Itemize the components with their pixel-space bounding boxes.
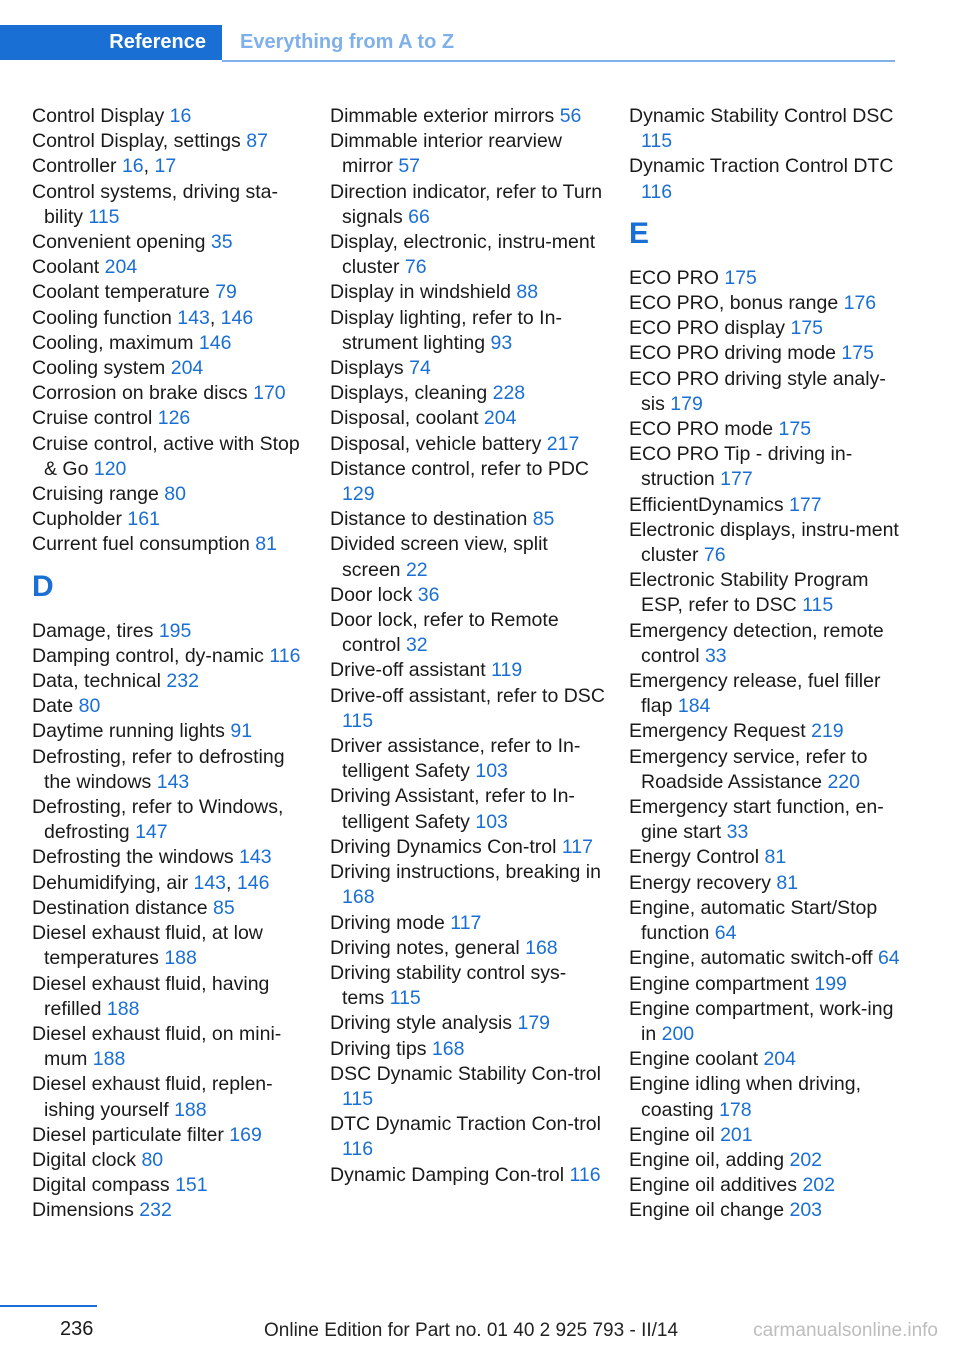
page-link[interactable]: 74	[409, 357, 431, 380]
index-entry	[629, 972, 904, 997]
index-entry	[330, 1062, 605, 1112]
page-link[interactable]: 204	[483, 407, 517, 430]
index-term: Energy recovery	[629, 871, 777, 894]
index-term: Displays	[330, 357, 410, 380]
index-entry	[32, 795, 307, 845]
index-term: ECO PRO mode	[629, 418, 779, 441]
page-link[interactable]: 204	[104, 256, 138, 279]
index-term: Coolant temperature	[32, 281, 216, 304]
index-entry	[629, 104, 904, 154]
index-term: Defrosting, refer to Windows, defrosting	[32, 796, 284, 844]
index-entry	[32, 432, 307, 482]
page-link[interactable]: 178	[719, 1098, 752, 1121]
page-link[interactable]: 87	[246, 130, 268, 153]
index-term: DTC Dynamic Traction Con‐trol	[330, 1113, 601, 1136]
page-link[interactable]: 115	[641, 130, 673, 153]
page-link[interactable]: 232	[139, 1199, 172, 1222]
index-entry	[330, 1163, 605, 1188]
index-entry	[330, 936, 605, 961]
page-link[interactable]: 220	[827, 770, 860, 793]
index-entry	[330, 306, 605, 356]
page-link[interactable]: 22	[405, 558, 428, 581]
page-link[interactable]: 76	[703, 544, 726, 567]
index-entry	[629, 417, 904, 442]
index-term: Corrosion on brake discs	[32, 382, 254, 405]
index-entry	[330, 507, 605, 532]
index-term: Defrosting the windows	[32, 846, 240, 869]
page-link[interactable]: 147	[135, 821, 168, 844]
index-entry	[32, 381, 307, 406]
page-link[interactable]: 16	[121, 155, 144, 178]
page-link[interactable]: 219	[811, 720, 844, 743]
index-entry	[32, 694, 307, 719]
index-entry	[629, 154, 904, 204]
index-entry	[330, 961, 605, 1011]
index-term: Emergency Request	[629, 720, 812, 743]
index-term: ECO PRO driving style analy‐sis	[629, 367, 886, 415]
page-link[interactable]: 117	[450, 911, 482, 934]
page-link[interactable]: 116	[269, 644, 301, 667]
page-link[interactable]: 91	[230, 720, 253, 743]
index-term: Direction indicator, refer to Turn signals	[330, 180, 603, 228]
index-term: Cruising range	[32, 483, 165, 506]
index-entry	[330, 406, 605, 431]
index-entry	[32, 532, 307, 557]
index-term: Door lock	[330, 583, 418, 606]
index-term: Displays, cleaning	[330, 382, 493, 405]
index-term: ECO PRO driving mode	[629, 342, 842, 365]
index-term: Dynamic Stability Control DSC	[629, 105, 894, 127]
page-link[interactable]: 179	[517, 1012, 551, 1035]
index-entry	[330, 684, 605, 734]
index-term: Driving notes, general	[330, 936, 526, 959]
index-entry	[32, 104, 307, 129]
page-link[interactable]: 175	[778, 418, 812, 441]
page-link[interactable]: 146	[198, 331, 232, 354]
index-entry	[330, 280, 605, 305]
page-link[interactable]: 188	[174, 1098, 207, 1121]
index-term: Driving style analysis	[330, 1012, 518, 1035]
index-term: Emergency release, fuel filler flap	[629, 670, 881, 718]
page-link[interactable]: 202	[802, 1174, 835, 1197]
index-term: Display, electronic, instru‐ment cluster	[330, 231, 596, 279]
index-term: Dimmable exterior mirrors	[330, 105, 560, 127]
index-entry	[32, 719, 307, 744]
index-entry	[32, 180, 307, 230]
index-entry: Controller 16, 17	[32, 155, 177, 178]
index-term: Emergency service, refer to Roadside Assistance	[629, 745, 868, 793]
index-term: Control Display	[32, 105, 170, 127]
index-term: Energy Control	[629, 846, 765, 869]
index-entry	[629, 871, 904, 896]
page-link[interactable]: 81	[776, 871, 799, 894]
index-term: Control systems, driving sta‐bility	[32, 180, 278, 228]
index-term: Divided screen view, split screen	[330, 533, 548, 581]
index-term: Driving instructions, breaking in	[330, 861, 601, 884]
index-entry	[629, 845, 904, 870]
page-link[interactable]: 170	[253, 382, 286, 405]
page-link[interactable]: 85	[213, 896, 235, 919]
index-entry	[330, 860, 605, 910]
index-term: DSC Dynamic Stability Con‐trol	[330, 1062, 601, 1085]
index-entry	[629, 316, 904, 341]
page-link[interactable]: 168	[525, 936, 558, 959]
index-term: Engine coolant	[629, 1048, 764, 1071]
page-link[interactable]: 66	[408, 205, 430, 228]
index-term: Distance control, refer to PDC	[330, 457, 590, 480]
index-term: Convenient opening	[32, 231, 211, 254]
page-link[interactable]: 168	[342, 886, 375, 909]
index-term: Drive-off assistant	[330, 659, 492, 682]
index-column-1	[32, 104, 307, 1224]
index-entry	[32, 896, 307, 921]
index-term: Driving Dynamics Con‐trol	[330, 835, 562, 858]
page-link[interactable]: 88	[516, 281, 539, 304]
page-link[interactable]: 177	[720, 468, 753, 491]
index-term: Disposal, coolant	[330, 407, 484, 430]
page-link[interactable]: 80	[141, 1148, 164, 1171]
index-term: Dehumidifying, air	[32, 871, 194, 894]
page-link[interactable]: 188	[92, 1048, 126, 1071]
index-term: Emergency detection, remote control	[629, 619, 884, 667]
page-link[interactable]: 195	[158, 619, 192, 642]
index-column-3	[629, 104, 904, 1224]
page-link[interactable]: 179	[670, 392, 703, 415]
index-entry	[330, 457, 605, 507]
index-entry	[629, 442, 904, 492]
page-link[interactable]: 168	[431, 1037, 465, 1060]
page-link[interactable]: 204	[170, 357, 204, 380]
index-entry	[32, 406, 307, 431]
index-term: Diesel exhaust fluid, having refilled	[32, 972, 270, 1020]
page-link[interactable]: 64	[877, 947, 900, 970]
page-link[interactable]: 81	[764, 846, 787, 869]
page-link[interactable]: 81	[255, 533, 277, 556]
index-term: ECO PRO	[629, 266, 725, 289]
page-link[interactable]: 204	[763, 1048, 796, 1071]
page-link[interactable]: 200	[661, 1022, 695, 1045]
page-link[interactable]: 57	[398, 155, 421, 178]
index-term: Destination distance	[32, 896, 214, 919]
index-term: Diesel exhaust fluid, at low temperatures	[32, 922, 263, 970]
page-link[interactable]: 80	[164, 483, 186, 506]
index-term: Control Display, settings	[32, 130, 247, 153]
index-term: Engine oil, adding	[629, 1148, 790, 1171]
index-term: Driving stability control sys‐tems	[330, 961, 567, 1010]
index-entry: Dehumidifying, air 143, 146	[32, 871, 270, 894]
index-entry	[629, 1047, 904, 1072]
index-term: Door lock, refer to Remote control	[330, 609, 559, 657]
index-term: ECO PRO Tip - driving in‐struction	[629, 443, 853, 491]
index-term: Damage, tires	[32, 619, 159, 642]
page-link[interactable]: 79	[215, 281, 237, 304]
page-link[interactable]: 146	[220, 306, 254, 329]
index-entry	[32, 129, 307, 154]
index-entry	[330, 129, 605, 179]
index-term: Display in windshield	[330, 281, 517, 304]
index-entry	[629, 1198, 904, 1223]
index-term: ECO PRO display	[629, 317, 791, 340]
index-term: Distance to destination	[330, 508, 533, 531]
page-link[interactable]: 228	[492, 382, 526, 405]
page-link[interactable]: 116	[342, 1138, 374, 1161]
index-entry	[32, 1173, 307, 1198]
index-term: Dynamic Damping Con‐trol	[330, 1163, 570, 1186]
index-term: Diesel particulate filter	[32, 1123, 230, 1146]
index-entry	[629, 518, 904, 568]
index-term: Data, technical	[32, 670, 167, 693]
page-link[interactable]: 175	[790, 317, 824, 340]
page-link[interactable]: 151	[175, 1174, 208, 1197]
index-entry	[32, 230, 307, 255]
index-term: Engine, automatic switch-off	[629, 947, 878, 970]
index-entry	[330, 230, 605, 280]
index-entry	[330, 784, 605, 834]
footer-rule	[0, 1305, 97, 1307]
index-term: Dimmable interior rearview mirror	[330, 130, 562, 178]
page-link[interactable]: 36	[417, 583, 440, 606]
index-entry	[629, 619, 904, 669]
index-term: Display lighting, refer to In‐strument lighting	[330, 306, 562, 354]
page-link[interactable]: 177	[789, 493, 822, 516]
page-link[interactable]: 117	[561, 835, 593, 858]
index-term: Electronic displays, instru‐ment cluster	[629, 518, 899, 567]
watermark: carmanualsonline.info	[753, 1320, 938, 1341]
index-term: Cooling system	[32, 357, 171, 380]
page-number: 236	[60, 1318, 94, 1340]
index-term: Cooling, maximum	[32, 331, 199, 354]
page-link[interactable]: 103	[475, 760, 508, 783]
index-entry	[32, 921, 307, 971]
page-link[interactable]: 188	[164, 947, 197, 970]
page-link[interactable]: 201	[720, 1123, 753, 1146]
page-link[interactable]: 115	[88, 205, 120, 228]
index-term: Engine compartment, work‐ing in	[629, 997, 894, 1045]
index-entry	[32, 507, 307, 532]
index-entry	[629, 568, 904, 618]
index-term: Electronic Stability Program ESP, refer to DSC	[629, 569, 869, 617]
page-link[interactable]: 85	[532, 508, 555, 531]
edition-note: Online Edition for Part no. 01 40 2 925 793 - II/14	[264, 1320, 679, 1341]
index-term: Cruise control, active with Stop & Go	[32, 432, 300, 480]
section-letter: D	[32, 569, 54, 603]
index-term: Driving mode	[330, 911, 451, 934]
index-entry	[32, 1148, 307, 1173]
index-entry	[629, 997, 904, 1047]
page-link[interactable]: 16	[169, 105, 192, 127]
index-entry	[32, 972, 307, 1022]
index-entry	[32, 1022, 307, 1072]
page-link[interactable]: 232	[166, 670, 199, 693]
page-link[interactable]: 176	[843, 292, 877, 315]
index-term: Digital compass	[32, 1174, 176, 1197]
page-link[interactable]: 199	[814, 972, 847, 995]
page-link[interactable]: 202	[789, 1148, 823, 1171]
page-link[interactable]: 32	[405, 634, 428, 657]
index-term: Dynamic Traction Control DTC	[629, 155, 894, 178]
index-entry	[32, 619, 307, 644]
index-entry	[629, 266, 904, 291]
index-entry	[330, 381, 605, 406]
index-term: Dimensions	[32, 1199, 140, 1222]
page-link[interactable]: 33	[726, 821, 749, 844]
page-link[interactable]: 143	[156, 770, 190, 793]
index-term: Emergency start function, en‐gine start	[629, 796, 884, 844]
page-link[interactable]: 56	[559, 105, 582, 127]
index-entry	[32, 669, 307, 694]
index-entry	[32, 1072, 307, 1122]
page-link[interactable]: 116	[569, 1163, 601, 1186]
index-entry	[629, 719, 904, 744]
index-entry	[629, 367, 904, 417]
index-term: Controller	[32, 155, 122, 178]
index-entry: Cooling function 143, 146	[32, 306, 254, 329]
index-term: Cooling function	[32, 306, 178, 329]
header-rule	[222, 60, 895, 62]
index-entry	[330, 608, 605, 658]
index-entry	[629, 669, 904, 719]
page-link[interactable]: 175	[724, 266, 757, 289]
index-term: Diesel exhaust fluid, on mini‐mum	[32, 1022, 282, 1071]
page-link[interactable]: 115	[802, 594, 834, 617]
index-entry	[330, 1011, 605, 1036]
index-term: Cruise control	[32, 407, 158, 430]
page-link[interactable]: 119	[491, 659, 523, 682]
index-term: Diesel exhaust fluid, replen‐ishing yourself	[32, 1073, 273, 1121]
index-term: Engine oil additives	[629, 1174, 803, 1197]
page-link[interactable]: 188	[106, 997, 140, 1020]
page-link[interactable]: 93	[490, 331, 513, 354]
page-link[interactable]: 161	[127, 508, 160, 531]
index-entry	[32, 644, 307, 669]
index-term: Damping control, dy‐namic	[32, 644, 270, 667]
page-link[interactable]: 203	[789, 1199, 823, 1222]
page-link[interactable]: 115	[389, 987, 421, 1010]
index-entry	[629, 1072, 904, 1122]
index-term: Cupholder	[32, 508, 128, 531]
page-link[interactable]: 80	[78, 695, 101, 718]
page-link[interactable]: 116	[641, 180, 673, 203]
index-entry	[32, 745, 307, 795]
index-entry	[32, 280, 307, 305]
page-link[interactable]: 184	[677, 695, 711, 718]
index-entry	[330, 532, 605, 582]
page-link[interactable]: 129	[342, 483, 375, 506]
page-link[interactable]: 169	[229, 1123, 262, 1146]
index-entry	[629, 493, 904, 518]
page-link[interactable]: 143	[239, 846, 272, 869]
index-term: Date	[32, 695, 79, 718]
page-link[interactable]: 64	[714, 922, 737, 945]
index-entry	[629, 1148, 904, 1173]
index-term: Driving Assistant, refer to In‐telligent Safety	[330, 785, 575, 833]
index-entry	[330, 658, 605, 683]
index-entry	[330, 1037, 605, 1062]
index-entry	[629, 745, 904, 795]
index-entry	[330, 1112, 605, 1162]
page-link[interactable]: 217	[546, 432, 580, 455]
index-entry	[32, 482, 307, 507]
index-entry	[330, 911, 605, 936]
index-term: Daytime running lights	[32, 720, 231, 743]
index-entry	[32, 255, 307, 280]
index-entry	[330, 356, 605, 381]
index-term: Defrosting, refer to defrosting the windows	[32, 745, 285, 793]
index-entry	[32, 356, 307, 381]
index-term: Engine oil change	[629, 1199, 790, 1222]
page-link[interactable]: 146	[236, 871, 270, 894]
index-entry	[330, 835, 605, 860]
page-link[interactable]: 143	[193, 871, 227, 894]
page-link[interactable]: 76	[404, 256, 427, 279]
index-entry	[629, 795, 904, 845]
index-entry	[629, 1173, 904, 1198]
index-entry	[330, 180, 605, 230]
index-entry	[629, 341, 904, 366]
page-link[interactable]: 175	[841, 342, 874, 365]
page-link[interactable]: 143	[177, 306, 210, 329]
index-term: Disposal, vehicle battery	[330, 432, 547, 455]
index-term: Digital clock	[32, 1148, 142, 1171]
index-entry	[330, 734, 605, 784]
index-entry	[330, 104, 605, 129]
index-entry	[330, 432, 605, 457]
chapter-tab-a-to-z[interactable]: Everything from A to Z	[240, 31, 455, 53]
page-link[interactable]: 35	[210, 231, 233, 254]
index-term: ECO PRO, bonus range	[629, 292, 844, 315]
index-entry	[32, 331, 307, 356]
page-link[interactable]: 103	[475, 810, 508, 833]
page-link[interactable]: 120	[93, 457, 127, 480]
index-entry	[330, 583, 605, 608]
index-entry	[629, 896, 904, 946]
index-entry	[32, 1198, 307, 1223]
section-tab-reference[interactable]: Reference	[0, 25, 222, 60]
page-header	[0, 25, 895, 62]
page-link[interactable]: 33	[704, 644, 727, 667]
page-link[interactable]: 17	[154, 155, 177, 178]
index-entry	[629, 291, 904, 316]
index-term: Engine oil	[629, 1123, 721, 1146]
index-column-2	[330, 104, 605, 1188]
index-term: Driver assistance, refer to In‐telligent Safety	[330, 735, 581, 783]
index-term: Drive-off assistant, refer to DSC	[330, 684, 605, 707]
index-term: Engine, automatic Start/Stop function	[629, 896, 878, 945]
index-entry	[32, 1123, 307, 1148]
index-term: Engine compartment	[629, 972, 815, 995]
index-term: Engine idling when driving, coasting	[629, 1073, 861, 1121]
index-term: Coolant	[32, 256, 105, 279]
index-term: Current fuel consumption	[32, 533, 256, 556]
section-letter: E	[629, 216, 650, 250]
index-entry	[629, 1123, 904, 1148]
index-term: EfficientDynamics	[629, 493, 790, 516]
index-entry	[629, 946, 904, 971]
index-entry	[32, 845, 307, 870]
index-term: Driving tips	[330, 1037, 432, 1060]
page-link[interactable]: 126	[157, 407, 191, 430]
page-link[interactable]: 115	[342, 709, 374, 732]
page-link[interactable]: 115	[342, 1087, 374, 1110]
